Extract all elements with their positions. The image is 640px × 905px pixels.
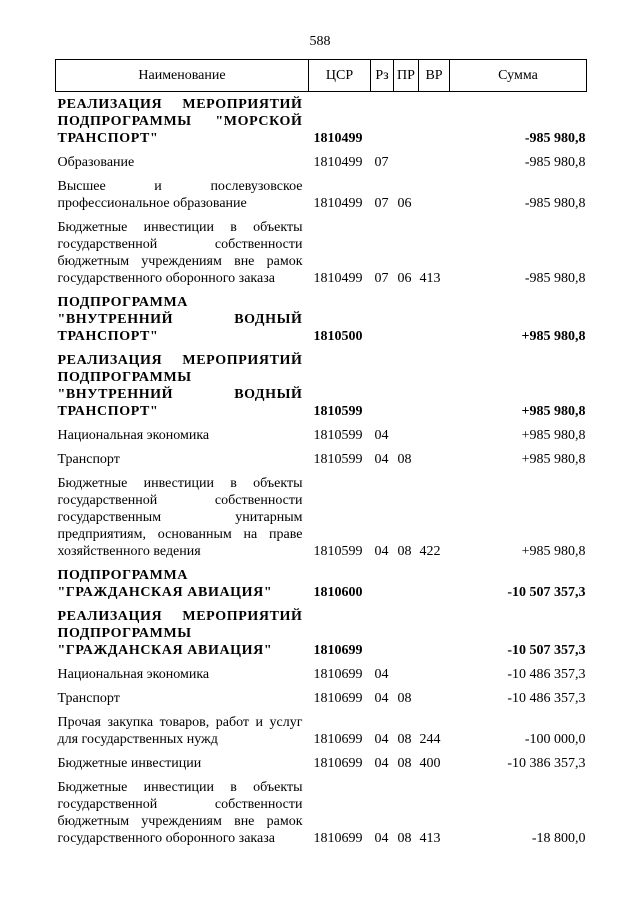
row-name	[56, 174, 309, 215]
row-name-text: Национальная экономика	[57, 667, 210, 682]
row-vr	[419, 423, 450, 447]
row-rz: 04	[374, 667, 389, 682]
row-sum: -10 486 357,3	[507, 667, 586, 682]
row-sum: -10 486 357,3	[507, 691, 586, 706]
row-pr	[394, 290, 419, 348]
row-sum: +985 980,8	[521, 544, 586, 559]
table-row	[56, 92, 587, 151]
row-name	[56, 150, 309, 174]
row-pr	[394, 150, 419, 174]
table-row	[56, 751, 587, 775]
row-name-text: РЕАЛИЗАЦИЯ МЕРОПРИЯТИЙ ПОДПРОГРАММЫ "ВНУТРЕННИЙ ВОДНЫЙ ТРАНСПОРТ"	[57, 353, 303, 419]
row-csr: 1810599	[313, 404, 363, 419]
row-sum: -100 000,0	[524, 732, 586, 747]
row-name-text: РЕАЛИЗАЦИЯ МЕРОПРИЯТИЙ ПОДПРОГРАММЫ "ГРАЖДАНСКАЯ АВИАЦИЯ"	[57, 609, 303, 658]
row-pr: 08	[397, 691, 412, 706]
row-vr	[419, 604, 450, 662]
row-sum: +985 980,8	[521, 329, 586, 344]
table-row	[56, 215, 587, 290]
header-pr: ПР	[394, 60, 419, 92]
row-rz: 04	[374, 732, 389, 747]
row-name-text: ПОДПРОГРАММА "ГРАЖДАНСКАЯ АВИАЦИЯ"	[57, 568, 273, 600]
row-sum: -10 386 357,3	[507, 756, 586, 771]
header-rz: Рз	[371, 60, 394, 92]
row-rz: 04	[374, 756, 389, 771]
row-pr	[394, 563, 419, 604]
row-vr: 244	[419, 732, 441, 747]
row-csr: 1810699	[313, 732, 363, 747]
row-rz: 04	[374, 691, 389, 706]
row-pr	[394, 348, 419, 423]
row-pr	[394, 423, 419, 447]
row-name-text: Национальная экономика	[57, 428, 210, 443]
table-row	[56, 290, 587, 348]
table-row	[56, 150, 587, 174]
row-pr: 08	[397, 732, 412, 747]
table-row	[56, 604, 587, 662]
row-rz	[371, 604, 394, 662]
row-sum: -10 507 357,3	[507, 585, 586, 600]
table-row	[56, 686, 587, 710]
row-sum: -985 980,8	[524, 196, 586, 211]
row-name	[56, 215, 309, 290]
row-sum: -18 800,0	[531, 831, 586, 846]
row-name	[56, 710, 309, 751]
row-pr: 08	[397, 452, 412, 467]
row-rz: 07	[374, 155, 389, 170]
row-rz: 07	[374, 196, 389, 211]
row-rz	[371, 348, 394, 423]
row-name	[56, 563, 309, 604]
row-name	[56, 348, 309, 423]
row-vr	[419, 92, 450, 151]
row-sum: -10 507 357,3	[507, 643, 586, 658]
row-name	[56, 471, 309, 563]
row-vr	[419, 447, 450, 471]
row-csr: 1810500	[313, 329, 363, 344]
budget-table	[55, 59, 587, 850]
row-rz	[371, 563, 394, 604]
row-csr: 1810599	[313, 452, 363, 467]
row-csr: 1810499	[313, 196, 363, 211]
row-sum: -985 980,8	[524, 271, 586, 286]
table-row	[56, 775, 587, 850]
row-csr: 1810699	[313, 691, 363, 706]
row-name-text: Прочая закупка товаров, работ и услуг для государственных нужд	[57, 715, 303, 747]
row-name	[56, 604, 309, 662]
row-name-text: Высшее и послевузовское профессиональное образование	[57, 179, 303, 211]
row-vr: 413	[419, 831, 441, 846]
table-row	[56, 174, 587, 215]
table-row	[56, 563, 587, 604]
header-sum: Сумма	[450, 60, 587, 92]
row-name	[56, 751, 309, 775]
row-rz: 04	[374, 452, 389, 467]
row-rz	[371, 290, 394, 348]
row-name	[56, 775, 309, 850]
header-csr: ЦСР	[309, 60, 371, 92]
table-row	[56, 710, 587, 751]
row-rz: 04	[374, 428, 389, 443]
row-sum: +985 980,8	[521, 452, 586, 467]
row-csr: 1810499	[313, 271, 363, 286]
row-pr	[394, 662, 419, 686]
row-pr	[394, 92, 419, 151]
header-vr: ВР	[419, 60, 450, 92]
row-rz: 07	[374, 271, 389, 286]
row-vr	[419, 290, 450, 348]
row-csr: 1810600	[313, 585, 363, 600]
row-sum: +985 980,8	[521, 404, 586, 419]
row-csr: 1810599	[313, 428, 363, 443]
row-csr: 1810499	[313, 131, 363, 146]
row-name	[56, 686, 309, 710]
row-vr	[419, 150, 450, 174]
row-name-text: Бюджетные инвестиции в объекты государственной собственности бюджетным учреждениям вне рамок государственного оборонного заказа	[57, 220, 303, 286]
row-pr: 06	[397, 196, 412, 211]
row-vr	[419, 563, 450, 604]
row-vr	[419, 174, 450, 215]
row-rz: 04	[374, 831, 389, 846]
row-vr	[419, 686, 450, 710]
row-pr: 08	[397, 756, 412, 771]
row-pr: 06	[397, 271, 412, 286]
row-name-text: ПОДПРОГРАММА "ВНУТРЕННИЙ ВОДНЫЙ ТРАНСПОРТ"	[57, 295, 303, 344]
row-rz	[371, 92, 394, 151]
row-name-text: Транспорт	[57, 452, 120, 467]
table-body	[56, 92, 587, 851]
row-vr: 422	[419, 544, 441, 559]
row-pr: 08	[397, 831, 412, 846]
row-rz: 04	[374, 544, 389, 559]
row-vr: 413	[419, 271, 441, 286]
row-vr	[419, 348, 450, 423]
table-row	[56, 662, 587, 686]
row-csr: 1810499	[313, 155, 363, 170]
row-name	[56, 662, 309, 686]
row-pr: 08	[397, 544, 412, 559]
row-name-text: РЕАЛИЗАЦИЯ МЕРОПРИЯТИЙ ПОДПРОГРАММЫ "МОРСКОЙ ТРАНСПОРТ"	[57, 97, 303, 146]
row-name-text: Бюджетные инвестиции	[57, 756, 202, 771]
row-csr: 1810699	[313, 756, 363, 771]
row-name	[56, 92, 309, 151]
row-pr	[394, 604, 419, 662]
row-name	[56, 447, 309, 471]
table-row	[56, 348, 587, 423]
page-number: 588	[309, 34, 331, 49]
row-sum: -985 980,8	[524, 155, 586, 170]
row-name	[56, 423, 309, 447]
row-csr: 1810699	[313, 643, 363, 658]
row-csr: 1810699	[313, 831, 363, 846]
header-name: Наименование	[56, 60, 309, 92]
table-row	[56, 447, 587, 471]
row-vr: 400	[419, 756, 441, 771]
row-sum: -985 980,8	[524, 131, 586, 146]
row-name-text: Бюджетные инвестиции в объекты государственной собственности государственным унитарным предприятиям, основанным на праве хозяйственного ведения	[57, 476, 303, 559]
row-csr: 1810699	[313, 667, 363, 682]
table-row	[56, 471, 587, 563]
row-name-text: Бюджетные инвестиции в объекты государственной собственности бюджетным учреждениям вне рамок государственного оборонного заказа	[57, 780, 303, 846]
row-csr: 1810599	[313, 544, 363, 559]
row-name-text: Образование	[57, 155, 135, 170]
row-sum: +985 980,8	[521, 428, 586, 443]
table-header	[56, 60, 587, 92]
table-row	[56, 423, 587, 447]
row-vr	[419, 662, 450, 686]
row-name	[56, 290, 309, 348]
row-name-text: Транспорт	[57, 691, 120, 706]
